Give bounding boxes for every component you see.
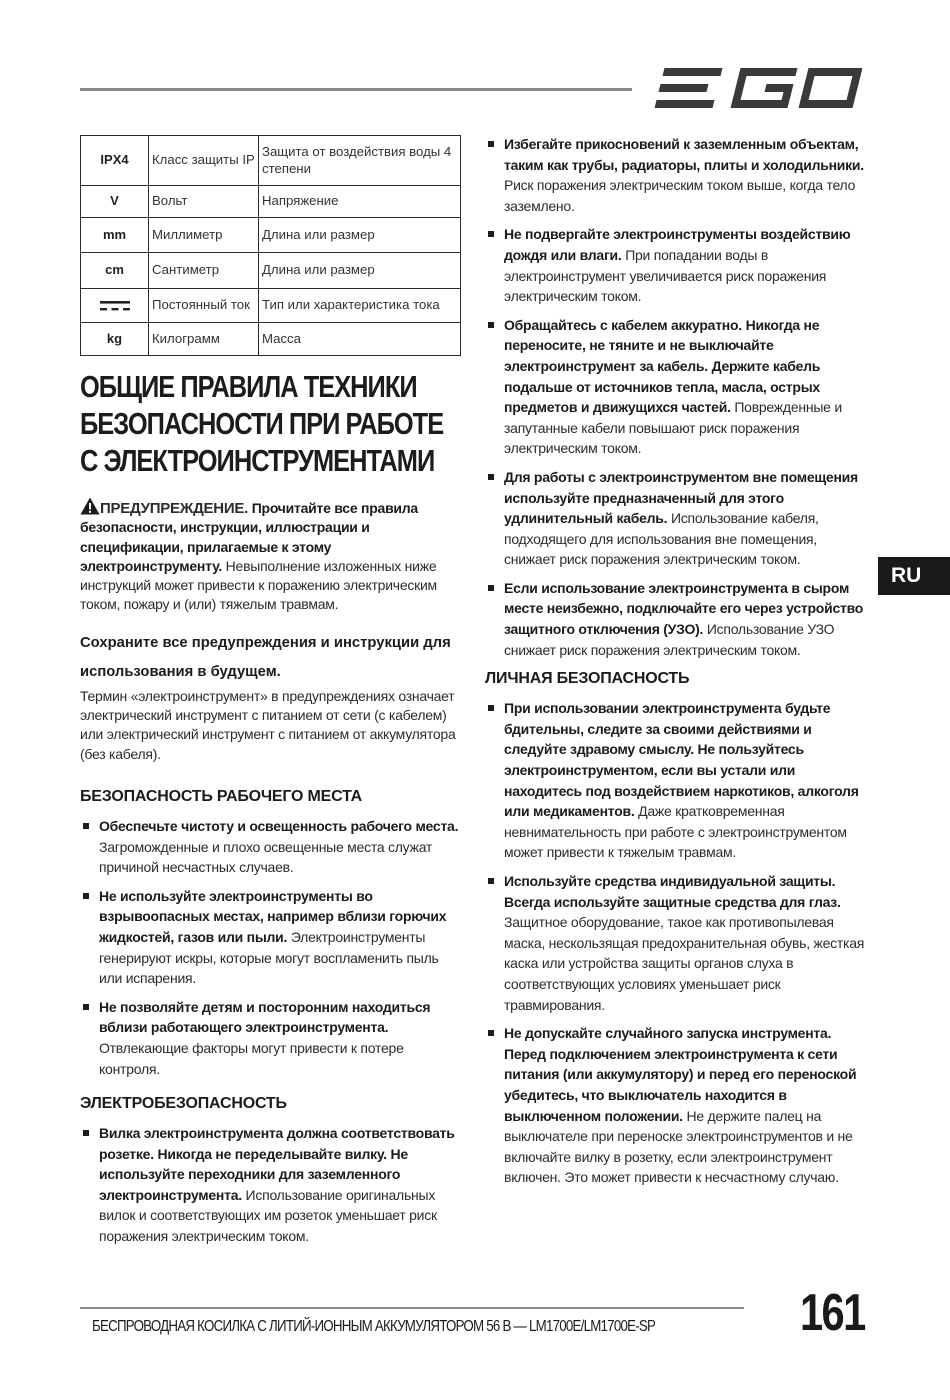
symbol-cell: IPX4 xyxy=(81,136,149,186)
bullet-text: Электроинструменты генерируют искры, которые могут воспламенить пыль или испарения. xyxy=(99,928,439,987)
symbol-cell: kg xyxy=(81,323,149,356)
description-cell: Длина или размер xyxy=(259,218,461,253)
term-definition: Термин «электроинструмент» в предупреждениях означает электрический инструмент с питанием от сети (с кабелем) или электрический инструмент с питанием от аккумулятора (без кабеля). xyxy=(80,687,456,762)
bullet-text: Использование оригинальных вилок и соответствующих им розеток уменьшает риск поражения электрическим током. xyxy=(99,1186,437,1245)
bullet-bold: Обращайтесь с кабелем аккуратно. Никогда не переносите, не тяните и не выключайте электроинструмент за кабель. Держите кабель подальше от источников тепла, масла, острых предметов и движущихся частей. xyxy=(504,316,821,416)
bullet-text: Не держите палец на выключателе при переноске электроинструментов и не включайте вилку в розетку, если электроинструмент включен. Это может привести к несчастному случаю. xyxy=(504,1107,853,1186)
warning-bold-text: Прочитайте все правила безопасности, инструкции, иллюстрации и спецификации, прилагаемые к этому электроинструменту. xyxy=(80,500,418,574)
list-item xyxy=(80,816,465,878)
description-cell: Масса xyxy=(259,323,461,356)
bullet-icon xyxy=(488,705,494,711)
list-item xyxy=(485,134,870,216)
bullet-bold: Используйте средства индивидуальной защиты. Всегда используйте защитные средства для глаз. xyxy=(504,873,841,910)
section-title-personal-safety: ЛИЧНАЯ БЕЗОПАСНОСТЬ xyxy=(485,670,690,688)
bullet-icon xyxy=(488,231,494,237)
description-cell: Напряжение xyxy=(259,186,461,218)
bullet-text: Поврежденные и запутанные кабели повышают риск поражения электрическим током. xyxy=(504,399,842,457)
name-cell: Постоянный ток xyxy=(149,289,259,323)
name-cell: Килограмм xyxy=(149,323,259,356)
name-cell: Миллиметр xyxy=(149,218,259,253)
bullet-text: Отвлекающие факторы могут привести к потере контроля. xyxy=(99,1039,404,1077)
list-item xyxy=(80,1123,465,1247)
left-column xyxy=(80,368,465,1247)
name-cell: Вольт xyxy=(149,186,259,218)
table-row xyxy=(81,186,461,218)
bullet-icon xyxy=(488,878,494,884)
symbol-cell xyxy=(81,289,149,323)
name-cell: Класс защиты IP xyxy=(149,136,259,186)
bullet-icon xyxy=(488,1030,494,1036)
description-cell: Тип или характеристика тока xyxy=(259,289,461,323)
name-cell: Сантиметр xyxy=(149,253,259,289)
bullet-bold: Не используйте электроинструменты во взрывоопасных местах, например вблизи горючих жидкостей, газов или пыли. xyxy=(99,887,447,945)
direct-current-icon xyxy=(100,299,130,313)
bullet-text: Защитное оборудование, такое как противопылевая маска, нескользящая предохранительная обувь, жесткая каска или устройства защиты органов слуха в соответствующих условиях уменьшает риск травмирования. xyxy=(504,914,865,1013)
bullet-icon xyxy=(488,322,494,328)
bullet-text: Использование УЗО снижает риск поражения электрическим током. xyxy=(504,621,835,658)
section-title-work-area: БЕЗОПАСНОСТЬ РАБОЧЕГО МЕСТА xyxy=(80,787,363,805)
header-rule xyxy=(80,88,632,91)
bullet-icon xyxy=(488,474,494,480)
right-column xyxy=(485,134,870,1188)
bullet-text: Даже кратковременная невнимательность при работе с электроинструментом может привести к тяжелым травмам. xyxy=(504,803,847,861)
list-item xyxy=(485,467,870,570)
bullet-icon xyxy=(488,141,494,147)
footer-title: БЕСПРОВОДНАЯ КОСИЛКА С ЛИТИЙ-ИОННЫМ АККУМУЛЯТОРОМ 56 В — LM1700E/LM1700E-SP xyxy=(92,1318,656,1335)
bullet-text: Риск поражения электрическим током выше, когда тело заземлено. xyxy=(504,177,856,214)
list-item xyxy=(485,871,870,1015)
symbol-cell: V xyxy=(81,186,149,218)
bullet-bold: Обеспечьте чистоту и освещенность рабочего места. xyxy=(99,817,459,834)
symbol-cell: mm xyxy=(81,218,149,253)
table-row xyxy=(81,253,461,289)
table-row xyxy=(81,136,461,186)
bullet-icon xyxy=(83,893,89,899)
save-instructions-heading: Сохраните все предупреждения и инструкции для использования в будущем. xyxy=(80,634,451,680)
bullet-text: При попадании воды в электроинструмент увеличивается риск поражения электрическим током. xyxy=(504,246,827,305)
list-item xyxy=(80,886,465,989)
table-row xyxy=(81,218,461,253)
bullet-bold: При использовании электроинструмента будьте бдительны, следите за своими действиями и следуйте здравому смыслу. Не пользуйтесь электроинструментом, если вы устали или находитесь под воздействием наркотиков, алкоголя или медикаментов. xyxy=(504,700,859,820)
warning-text: Невыполнение изложенных ниже инструкций может привести к поражению электрическим током, пожару и (или) тяжелым травмам. xyxy=(80,557,437,613)
bullet-bold: Если использование электроинструмента в сыром месте неизбежно, подключайте его через устройство защитного отключения (УЗО). xyxy=(504,579,864,638)
list-item xyxy=(485,224,870,306)
warning-label: ПРЕДУПРЕЖДЕНИЕ. xyxy=(100,500,249,517)
bullet-icon xyxy=(83,1130,89,1136)
warning-paragraph xyxy=(80,497,465,615)
page-number: 161 xyxy=(800,1284,865,1342)
symbol-cell: cm xyxy=(81,253,149,289)
bullet-bold: Не подвергайте электроинструменты воздействию дождя или влаги. xyxy=(504,226,851,263)
list-item xyxy=(485,578,870,660)
bullet-icon xyxy=(488,585,494,591)
description-cell: Длина или размер xyxy=(259,253,461,289)
bullet-icon xyxy=(83,1004,89,1010)
language-tab: RU xyxy=(878,557,950,595)
list-item xyxy=(485,1023,870,1188)
bullet-bold: Избегайте прикосновений к заземленным объектам, таким как трубы, радиаторы, плиты и холодильники. xyxy=(504,136,864,173)
list-item xyxy=(485,698,870,863)
footer-rule xyxy=(80,1307,744,1309)
ego-logo xyxy=(652,62,862,114)
list-item xyxy=(80,997,465,1079)
bullet-bold: Для работы с электроинструментом вне помещения используйте предназначенный для этого удлинительный кабель. xyxy=(504,468,858,527)
symbol-table xyxy=(80,135,461,356)
bullet-bold: Не допускайте случайного запуска инструмента. Перед подключением электроинструмента к сети питания (или аккумулятору) и перед его переноской убедитесь, что выключатель находится в выключенном положении. xyxy=(504,1025,857,1124)
description-cell: Защита от воздействия воды 4 степени xyxy=(259,136,461,186)
table-row xyxy=(81,323,461,356)
bullet-bold: Вилка электроинструмента должна соответствовать розетке. Никогда не переделывайте вилку. Не используйте переходники для заземленного электроинструмента. xyxy=(99,1125,455,1203)
bullet-text: Использование кабеля, подходящего для использования вне помещения, снижает риск поражения электрическим током. xyxy=(504,510,819,568)
page-title: ОБЩИЕ ПРАВИЛА ТЕХНИКИ БЕЗОПАСНОСТИ ПРИ РАБОТЕ С ЭЛЕКТРОИНСТРУМЕНТАМИ xyxy=(80,369,444,478)
bullet-text: Загроможденные и плохо освещенные места служат причиной несчастных случаев. xyxy=(99,838,433,876)
section-title-electrical: ЭЛЕКТРОБЕЗОПАСНОСТЬ xyxy=(80,1095,287,1113)
warning-triangle-icon xyxy=(80,497,100,515)
bullet-bold: Не позволяйте детям и посторонним находиться вблизи работающего электроинструмента. xyxy=(99,998,431,1036)
bullet-icon xyxy=(83,823,89,829)
list-item xyxy=(485,315,870,459)
table-row xyxy=(81,289,461,323)
